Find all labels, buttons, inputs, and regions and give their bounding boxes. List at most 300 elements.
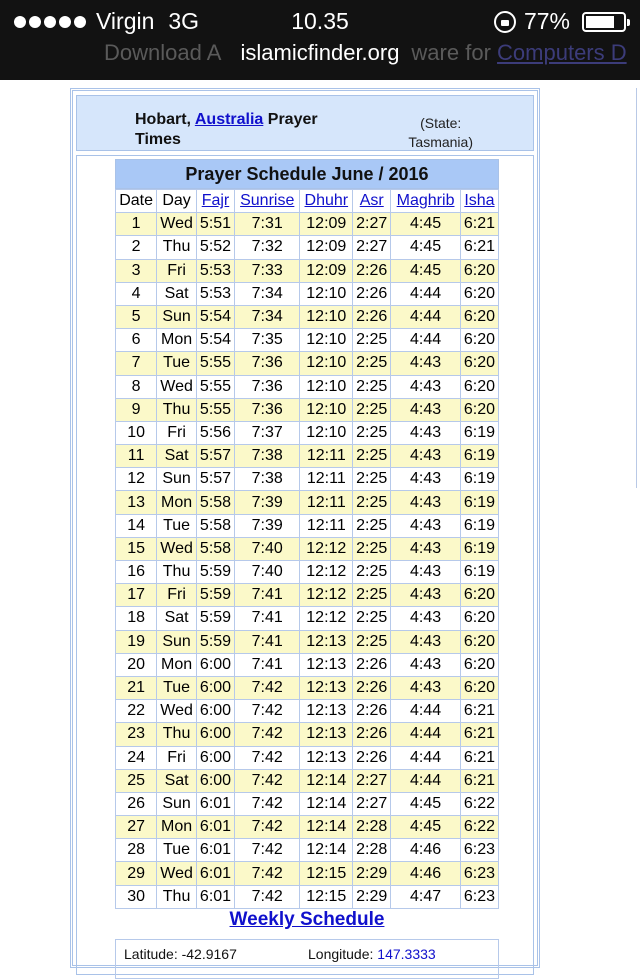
table-cell: 5:58 (196, 537, 234, 560)
ghost-link[interactable]: Computers D (497, 40, 627, 65)
table-cell: 12:11 (300, 468, 353, 491)
table-cell: 5:57 (196, 445, 234, 468)
table-cell: 5 (116, 305, 157, 328)
longitude-value: 147.3333 (377, 946, 436, 962)
table-cell: 6:21 (460, 213, 498, 236)
table-cell: 7:32 (235, 236, 300, 259)
table-row (116, 421, 499, 444)
table-cell: 27 (116, 816, 157, 839)
column-header[interactable] (196, 190, 234, 213)
table-cell: 5:59 (196, 561, 234, 584)
table-cell: 4:43 (391, 514, 461, 537)
table-cell: 2:26 (353, 282, 391, 305)
table-cell: 7:40 (235, 537, 300, 560)
longitude-label: Longitude: (308, 946, 374, 962)
table-cell: 4:47 (391, 885, 461, 908)
table-cell: Fri (157, 746, 197, 769)
table-cell: 6:01 (196, 839, 234, 862)
ghost-text: Download A (104, 40, 222, 65)
state-label: (State: (420, 115, 462, 131)
column-header[interactable] (235, 190, 300, 213)
table-cell: 6:01 (196, 862, 234, 885)
table-cell: 2:27 (353, 792, 391, 815)
table-cell: 6:20 (460, 305, 498, 328)
battery-icon (582, 12, 626, 32)
table-row (116, 630, 499, 653)
table-cell: 7:39 (235, 491, 300, 514)
table-row (116, 329, 499, 352)
table-cell: 6:20 (460, 375, 498, 398)
column-header[interactable] (391, 190, 461, 213)
table-cell: 6:21 (460, 236, 498, 259)
table-cell: 5:59 (196, 584, 234, 607)
table-cell: 6:21 (460, 700, 498, 723)
ghost-text-2: ware for (411, 40, 491, 65)
table-cell: 26 (116, 792, 157, 815)
table-cell: 12:10 (300, 375, 353, 398)
table-cell: 6:00 (196, 746, 234, 769)
carrier-name: Virgin (96, 8, 155, 34)
table-cell: 2:25 (353, 375, 391, 398)
table-cell: 7:36 (235, 375, 300, 398)
table-cell: Tue (157, 514, 197, 537)
table-cell: Mon (157, 653, 197, 676)
table-row (116, 816, 499, 839)
country-link[interactable]: Australia (194, 111, 264, 128)
table-cell: 6:21 (460, 746, 498, 769)
column-header: Date (116, 190, 157, 213)
table-cell: 6:19 (460, 537, 498, 560)
table-cell: Thu (157, 723, 197, 746)
table-cell: 6:20 (460, 676, 498, 699)
table-cell: 6:22 (460, 816, 498, 839)
column-header-link[interactable]: Fajr (201, 192, 230, 210)
table-cell: 4 (116, 282, 157, 305)
table-cell: 4:43 (391, 561, 461, 584)
table-cell: 2:25 (353, 445, 391, 468)
table-cell: 12:13 (300, 723, 353, 746)
table-row (116, 305, 499, 328)
table-cell: 2:25 (353, 537, 391, 560)
table-row (116, 700, 499, 723)
table-cell: 5:53 (196, 282, 234, 305)
table-cell: 6:21 (460, 723, 498, 746)
table-cell: 12:12 (300, 584, 353, 607)
table-cell: 2:25 (353, 561, 391, 584)
table-cell: 7:42 (235, 746, 300, 769)
table-cell: 6:19 (460, 561, 498, 584)
table-cell: Tue (157, 839, 197, 862)
table-cell: 6:22 (460, 792, 498, 815)
table-cell: 4:45 (391, 816, 461, 839)
table-cell: 4:45 (391, 236, 461, 259)
table-cell: 2:28 (353, 839, 391, 862)
table-cell: 5:55 (196, 375, 234, 398)
table-cell: 6:00 (196, 769, 234, 792)
latitude-label: Latitude: (124, 946, 178, 962)
table-cell: 6:20 (460, 398, 498, 421)
table-cell: 12:10 (300, 329, 353, 352)
table-cell: 7:41 (235, 653, 300, 676)
column-header[interactable] (460, 190, 498, 213)
state-value: Tasmania) (408, 134, 473, 150)
table-cell: Sat (157, 445, 197, 468)
table-cell: 12:10 (300, 421, 353, 444)
table-cell: 2:26 (353, 676, 391, 699)
table-cell: 6:23 (460, 862, 498, 885)
table-cell: 6:01 (196, 816, 234, 839)
table-cell: 15 (116, 537, 157, 560)
table-cell: 4:43 (391, 630, 461, 653)
table-cell: 5:53 (196, 259, 234, 282)
table-cell: 20 (116, 653, 157, 676)
table-cell: 6:20 (460, 607, 498, 630)
table-cell: Tue (157, 676, 197, 699)
table-cell: Sat (157, 282, 197, 305)
table-cell: Wed (157, 537, 197, 560)
table-cell: 12:15 (300, 885, 353, 908)
table-cell: 5:58 (196, 514, 234, 537)
coordinates-box (115, 939, 499, 979)
table-row (116, 769, 499, 792)
table-cell: Thu (157, 236, 197, 259)
table-cell: Wed (157, 862, 197, 885)
table-cell: 4:44 (391, 769, 461, 792)
table-cell: 4:43 (391, 398, 461, 421)
table-cell: 4:45 (391, 259, 461, 282)
table-cell: 7:34 (235, 305, 300, 328)
table-cell: 12 (116, 468, 157, 491)
table-cell: 6:20 (460, 653, 498, 676)
table-row (116, 445, 499, 468)
table-cell: Sun (157, 630, 197, 653)
table-cell: 2:25 (353, 421, 391, 444)
table-cell: Thu (157, 561, 197, 584)
table-row (116, 514, 499, 537)
state-info (408, 114, 473, 152)
table-cell: 12:10 (300, 305, 353, 328)
table-cell: 12:09 (300, 236, 353, 259)
table-cell: 6:20 (460, 584, 498, 607)
table-cell: 2:25 (353, 398, 391, 421)
table-cell: 12:10 (300, 398, 353, 421)
table-cell: 7:42 (235, 862, 300, 885)
table-cell: 12:14 (300, 769, 353, 792)
table-cell: 2:28 (353, 816, 391, 839)
table-cell: 7:42 (235, 885, 300, 908)
table-cell: 24 (116, 746, 157, 769)
page-title (135, 110, 355, 150)
table-cell: 12:09 (300, 213, 353, 236)
table-cell: 5:59 (196, 630, 234, 653)
table-cell: 12:13 (300, 700, 353, 723)
table-cell: 2:26 (353, 305, 391, 328)
table-cell: 21 (116, 676, 157, 699)
table-cell: 22 (116, 700, 157, 723)
table-cell: 12:13 (300, 746, 353, 769)
network-type: 3G (168, 8, 200, 34)
table-cell: 4:43 (391, 607, 461, 630)
column-header-link[interactable]: Asr (359, 192, 384, 210)
table-cell: 4:43 (391, 537, 461, 560)
table-row (116, 352, 499, 375)
table-cell: 12:09 (300, 259, 353, 282)
column-header-link[interactable]: Sunrise (240, 192, 295, 210)
table-row (116, 561, 499, 584)
table-cell: 4:45 (391, 213, 461, 236)
status-right (494, 8, 626, 35)
column-header[interactable] (353, 190, 391, 213)
battery-percent: 77% (523, 8, 570, 34)
table-row (116, 213, 499, 236)
table-cell: 2:29 (353, 862, 391, 885)
table-cell: 2:27 (353, 236, 391, 259)
table-cell: 3 (116, 259, 157, 282)
table-cell: 12:14 (300, 839, 353, 862)
table-cell: 12:13 (300, 630, 353, 653)
table-cell: 7:35 (235, 329, 300, 352)
table-cell: 2:25 (353, 329, 391, 352)
table-row (116, 537, 499, 560)
table-cell: 2:27 (353, 769, 391, 792)
table-cell: Mon (157, 491, 197, 514)
table-cell: 12:12 (300, 607, 353, 630)
table-cell: 2:25 (353, 352, 391, 375)
table-cell: Wed (157, 700, 197, 723)
table-cell: 7:42 (235, 839, 300, 862)
table-cell: 13 (116, 491, 157, 514)
clock: 10.35 (291, 8, 349, 34)
table-cell: 4:43 (391, 468, 461, 491)
table-cell: 19 (116, 630, 157, 653)
table-cell: 6:01 (196, 792, 234, 815)
table-cell: 9 (116, 398, 157, 421)
column-header: Day (157, 190, 197, 213)
table-cell: 2 (116, 236, 157, 259)
table-cell: 6 (116, 329, 157, 352)
table-cell: 8 (116, 375, 157, 398)
table-cell: 12:11 (300, 514, 353, 537)
table-cell: 6:20 (460, 630, 498, 653)
table-cell: 4:44 (391, 329, 461, 352)
latitude-value: -42.9167 (181, 946, 237, 962)
table-cell: 4:43 (391, 445, 461, 468)
table-cell: 18 (116, 607, 157, 630)
table-cell: 23 (116, 723, 157, 746)
table-row (116, 282, 499, 305)
table-cell: 4:43 (391, 653, 461, 676)
table-cell: 4:43 (391, 375, 461, 398)
table-cell: 4:46 (391, 862, 461, 885)
url-bar[interactable]: islamicfinder.org (240, 40, 400, 65)
table-cell: 2:25 (353, 468, 391, 491)
table-row (116, 584, 499, 607)
table-cell: 12:12 (300, 537, 353, 560)
weekly-schedule-link[interactable]: Weekly Schedule (229, 909, 385, 930)
table-cell: 7:37 (235, 421, 300, 444)
table-cell: 6:19 (460, 491, 498, 514)
table-cell: 25 (116, 769, 157, 792)
table-cell: Thu (157, 885, 197, 908)
table-cell: 2:26 (353, 746, 391, 769)
table-row (116, 236, 499, 259)
table-cell: Wed (157, 213, 197, 236)
location-header (76, 95, 534, 151)
table-row (116, 259, 499, 282)
table-cell: 2:26 (353, 700, 391, 723)
table-cell: 12:14 (300, 792, 353, 815)
table-cell: 7:38 (235, 468, 300, 491)
table-cell: 4:43 (391, 584, 461, 607)
table-cell: 17 (116, 584, 157, 607)
table-cell: 2:25 (353, 607, 391, 630)
table-cell: 5:55 (196, 352, 234, 375)
table-cell: 4:46 (391, 839, 461, 862)
table-cell: Sat (157, 769, 197, 792)
table-cell: 6:20 (460, 259, 498, 282)
table-row (116, 491, 499, 514)
column-header-link[interactable]: Maghrib (396, 192, 455, 210)
table-cell: 7:36 (235, 352, 300, 375)
table-cell: 6:00 (196, 676, 234, 699)
table-cell: 6:19 (460, 421, 498, 444)
table-cell: 4:43 (391, 352, 461, 375)
table-cell: 6:19 (460, 445, 498, 468)
table-cell: Fri (157, 584, 197, 607)
table-cell: 7:38 (235, 445, 300, 468)
table-cell: 6:00 (196, 653, 234, 676)
table-cell: 12:15 (300, 862, 353, 885)
table-cell: Mon (157, 329, 197, 352)
table-cell: 12:14 (300, 816, 353, 839)
table-cell: 2:26 (353, 259, 391, 282)
table-cell: 6:20 (460, 329, 498, 352)
table-cell: 5:51 (196, 213, 234, 236)
table-row (116, 792, 499, 815)
table-cell: 5:54 (196, 305, 234, 328)
table-cell: 4:43 (391, 421, 461, 444)
table-cell: 7:39 (235, 514, 300, 537)
rotation-lock-icon (494, 11, 516, 33)
table-cell: 2:29 (353, 885, 391, 908)
table-cell: 2:25 (353, 491, 391, 514)
table-cell: 7:42 (235, 676, 300, 699)
table-cell: 10 (116, 421, 157, 444)
table-cell: 5:52 (196, 236, 234, 259)
table-cell: Sat (157, 607, 197, 630)
table-cell: Wed (157, 375, 197, 398)
table-cell: Sun (157, 305, 197, 328)
table-row (116, 468, 499, 491)
table-cell: 6:21 (460, 769, 498, 792)
table-cell: 12:11 (300, 445, 353, 468)
table-cell: 6:00 (196, 723, 234, 746)
table-row (116, 862, 499, 885)
table-cell: 2:26 (353, 723, 391, 746)
table-cell: 14 (116, 514, 157, 537)
table-cell: 7:42 (235, 816, 300, 839)
table-cell: 6:20 (460, 352, 498, 375)
table-cell: 6:01 (196, 885, 234, 908)
page-content (0, 80, 640, 960)
table-cell: 6:19 (460, 468, 498, 491)
table-cell: 11 (116, 445, 157, 468)
schedule-box (76, 155, 534, 975)
column-header-link[interactable]: Dhuhr (304, 192, 349, 210)
table-cell: 2:26 (353, 653, 391, 676)
table-cell: 4:45 (391, 792, 461, 815)
table-cell: 6:00 (196, 700, 234, 723)
table-row (116, 398, 499, 421)
table-cell: 7 (116, 352, 157, 375)
table-cell: 12:11 (300, 491, 353, 514)
table-cell: Sun (157, 468, 197, 491)
column-header-link[interactable]: Isha (464, 192, 495, 210)
table-row (116, 839, 499, 862)
table-cell: 16 (116, 561, 157, 584)
prayer-schedule-table (115, 159, 499, 909)
table-row (116, 676, 499, 699)
table-cell: Thu (157, 398, 197, 421)
table-cell: 7:33 (235, 259, 300, 282)
table-cell: 29 (116, 862, 157, 885)
table-cell: 7:36 (235, 398, 300, 421)
table-cell: 7:42 (235, 723, 300, 746)
table-cell: Fri (157, 421, 197, 444)
table-cell: 2:27 (353, 213, 391, 236)
table-cell: 2:25 (353, 514, 391, 537)
table-cell: 7:31 (235, 213, 300, 236)
table-cell: 28 (116, 839, 157, 862)
side-panel-edge (636, 88, 640, 488)
column-header[interactable] (300, 190, 353, 213)
table-cell: Sun (157, 792, 197, 815)
table-row (116, 746, 499, 769)
table-cell: 12:13 (300, 676, 353, 699)
table-cell: 7:42 (235, 700, 300, 723)
schedule-title: Prayer Schedule June / 2016 (115, 159, 499, 189)
table-cell: 7:34 (235, 282, 300, 305)
table-cell: 2:25 (353, 584, 391, 607)
table-cell: 2:25 (353, 630, 391, 653)
prayer-panel (70, 88, 540, 968)
table-cell: 12:10 (300, 352, 353, 375)
table-cell: 5:54 (196, 329, 234, 352)
weekly-schedule (115, 909, 499, 931)
table-cell: 4:43 (391, 491, 461, 514)
table-cell: 7:41 (235, 584, 300, 607)
table-cell: 30 (116, 885, 157, 908)
table-cell: Tue (157, 352, 197, 375)
table-cell: 7:41 (235, 630, 300, 653)
table-cell: 4:44 (391, 746, 461, 769)
table-header-row (116, 190, 499, 213)
table-cell: 1 (116, 213, 157, 236)
table-cell: 4:44 (391, 700, 461, 723)
table-cell: 6:23 (460, 839, 498, 862)
table-cell: 5:55 (196, 398, 234, 421)
table-cell: 7:42 (235, 792, 300, 815)
table-row (116, 375, 499, 398)
table-cell: 12:13 (300, 653, 353, 676)
table-cell: 6:19 (460, 514, 498, 537)
table-cell: 4:43 (391, 676, 461, 699)
table-cell: 6:23 (460, 885, 498, 908)
table-cell: 5:57 (196, 468, 234, 491)
title-rest: Prayer Times (135, 111, 318, 148)
table-cell: 7:41 (235, 607, 300, 630)
table-cell: 7:42 (235, 769, 300, 792)
